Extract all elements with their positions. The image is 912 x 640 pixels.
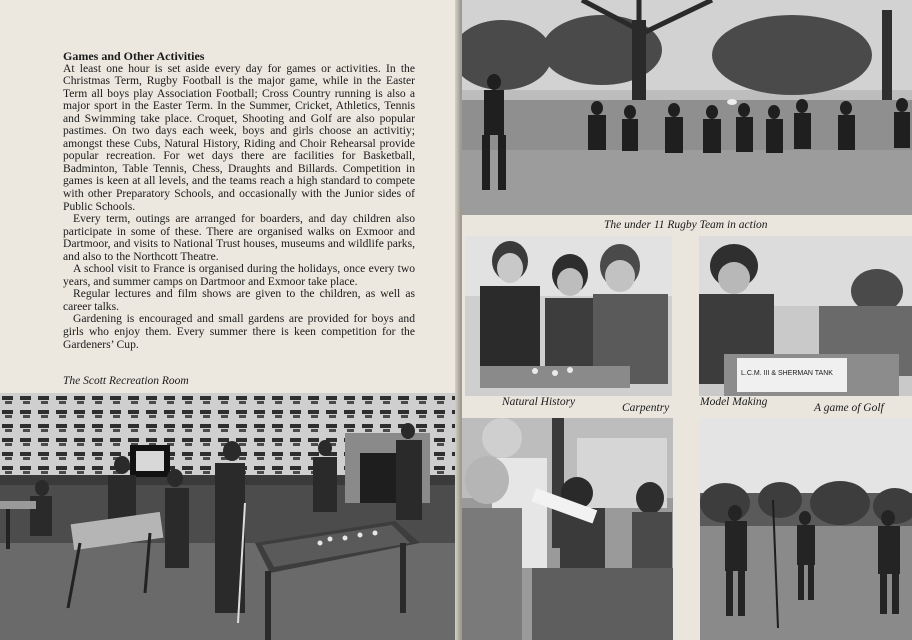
paragraph-france: A school visit to France is organised during the holidays, once every two years, and summer camps on Dartmoor and Exmoor take place. — [63, 262, 415, 288]
model-box-label: L.C.M. III & SHERMAN TANK — [741, 370, 833, 377]
right-page — [462, 0, 912, 640]
activities-text — [63, 50, 415, 351]
natural-history-carpentry-photo — [465, 236, 672, 396]
model-making-caption: Model Making — [700, 396, 768, 408]
carpentry-photo — [462, 418, 673, 640]
golf-caption: A game of Golf — [814, 402, 884, 414]
carpentry-caption: Carpentry — [622, 402, 670, 414]
natural-history-caption: Natural History — [502, 396, 576, 408]
paragraph-outings: Every term, outings are arranged for boarders, and day children also participate in some of these. There are organised walks on Exmoor and Dartmoor, and visits to National Trust houses, museums and wildlife parks, and also to the Northcott Theatre. — [63, 212, 415, 263]
paragraph-lectures: Regular lectures and film shows are given to the children, as well as career talks. — [63, 287, 415, 313]
recreation-room-photo — [0, 393, 458, 640]
recreation-room-caption: The Scott Recreation Room — [63, 375, 189, 387]
section-heading: Games and Other Activities — [63, 49, 205, 63]
rugby-photo — [462, 0, 912, 215]
paragraph-games: At least one hour is set aside every day for games or activities. In the Christmas Term, Rugby Football is the major game, while in the Easter Term all boys play Association Football; Cross Country running is also a major sport in the Easter Term. In the Summer, Cricket, Athletics, Tennis and Swimming take place. Croquet, Shooting and Golf are also popular pastimes. On two days each week, boys and girls choose an activitiy; amongst these Cubs, Natural History, Riding and Choir Rehearsal provide popular recreation. For wet days there are facilities for Basketball, Badminton, Table Tennis, Chess, Draughts and Billards. Competition in games is keen at all levels, and the teams reach a high standard to compete with other Preparatory Schools, and occasionally with the Junior sides of Public Schools. — [63, 61, 415, 213]
model-making-photo — [699, 236, 912, 396]
rugby-caption: The under 11 Rugby Team in action — [604, 219, 768, 231]
paragraph-gardening: Gardening is encouraged and small gardens are provided for boys and girls who enjoy them. Every summer there is keen competition for the Gardeners’ Cup. — [63, 312, 415, 351]
golf-photo — [700, 418, 912, 640]
